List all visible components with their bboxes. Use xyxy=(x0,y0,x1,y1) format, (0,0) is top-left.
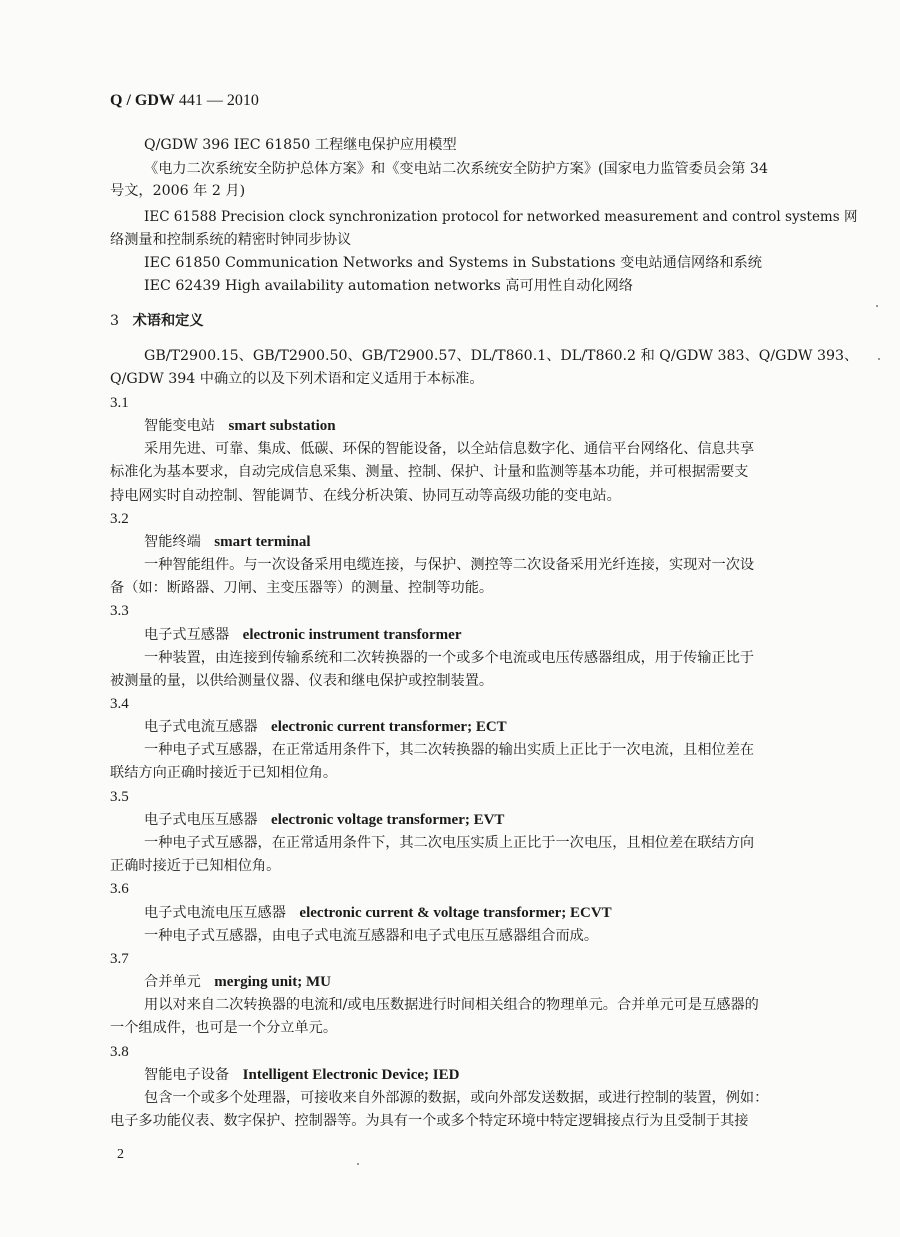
section-heading xyxy=(110,311,204,331)
term-cn: 电子式电流互感器 xyxy=(144,719,258,735)
term-def-line: 一种装置，由连接到传输系统和二次转换器的一个或多个电流或电压传感器组成，用于传输正比于 xyxy=(144,650,755,666)
ref-line: IEC 61850 Communication Networks and Systems in Substations 变电站通信网络和系统 xyxy=(144,255,762,271)
section-number: 3 xyxy=(110,313,120,329)
term-title xyxy=(144,903,612,923)
term-number: 3.1 xyxy=(110,395,129,411)
term-def-line: 一种电子式互感器，在正常适用条件下，其二次转换器的输出实质上正比于一次电流，且相位差在 xyxy=(144,742,755,758)
term-title xyxy=(144,972,331,992)
term-cn: 智能终端 xyxy=(144,534,201,550)
standard-header xyxy=(110,92,259,110)
term-cn: 智能电子设备 xyxy=(144,1067,230,1083)
term-def-line: 用以对来自二次转换器的电流和/或电压数据进行时间相关组合的物理单元。合并单元可是互感器的 xyxy=(144,997,759,1013)
term-cn: 电子式互感器 xyxy=(144,627,230,643)
scan-speck xyxy=(876,305,878,307)
ref-line: 《电力二次系统安全防护总体方案》和《变电站二次系统安全防护方案》(国家电力监管委员会第 34 xyxy=(144,161,768,177)
term-number: 3.7 xyxy=(110,951,129,967)
term-en: electronic voltage transformer; EVT xyxy=(271,812,505,828)
term-en: electronic current transformer; ECT xyxy=(271,719,507,735)
term-en: Intelligent Electronic Device; IED xyxy=(242,1067,460,1083)
term-def-line: 备（如：断路器、刀闸、主变压器等）的测量、控制等功能。 xyxy=(110,580,494,596)
term-def-line: 正确时接近于已知相位角。 xyxy=(110,858,281,874)
term-en: electronic instrument transformer xyxy=(242,627,462,643)
term-cn: 电子式电流电压互感器 xyxy=(144,905,286,921)
term-cn: 合并单元 xyxy=(144,974,201,990)
term-def-line: 一个组成件，也可是一个分立单元。 xyxy=(110,1020,338,1036)
intro-line: Q/GDW 394 中确立的以及下列术语和定义适用于本标准。 xyxy=(110,371,484,387)
scan-speck xyxy=(878,358,880,360)
term-def-line: 电子多功能仪表、数字保护、控制器等。为具有一个或多个特定环境中特定逻辑接点行为且受制于其接 xyxy=(110,1113,749,1129)
term-cn: 电子式电压互感器 xyxy=(144,812,258,828)
term-def-line: 被测量的量，以供给测量仪器、仪表和继电保护或控制装置。 xyxy=(110,673,494,689)
term-en: smart terminal xyxy=(214,534,311,550)
term-number: 3.8 xyxy=(110,1044,129,1060)
ref-line: 号文，2006 年 2 月) xyxy=(110,183,246,199)
term-def-line: 联结方向正确时接近于已知相位角。 xyxy=(110,765,338,781)
section-title: 术语和定义 xyxy=(132,313,204,329)
term-def-line: 包含一个或多个处理器，可接收来自外部源的数据，或向外部发送数据，或进行控制的装置，例如： xyxy=(144,1090,769,1106)
term-title xyxy=(144,717,507,737)
term-en: electronic current & voltage transformer; ECVT xyxy=(299,905,612,921)
term-number: 3.4 xyxy=(110,696,129,712)
ref-line: IEC 61588 Precision clock synchronization protocol for networked measurement and control systems 网 xyxy=(144,209,858,225)
ref-line: Q/GDW 396 IEC 61850 工程继电保护应用模型 xyxy=(144,137,457,153)
term-def-line: 一种智能组件。与一次设备采用电缆连接，与保护、测控等二次设备采用光纤连接，实现对一次设 xyxy=(144,557,755,573)
term-number: 3.6 xyxy=(110,881,129,897)
term-title xyxy=(144,625,462,645)
term-def-line: 采用先进、可靠、集成、低碳、环保的智能设备，以全站信息数字化、通信平台网络化、信息共享 xyxy=(144,441,755,457)
term-def-line: 一种电子式互感器，在正常适用条件下，其二次电压实质上正比于一次电压，且相位差在联结方向 xyxy=(144,835,755,851)
ref-line: 络测量和控制系统的精密时钟同步协议 xyxy=(110,232,352,248)
term-number: 3.3 xyxy=(110,603,129,619)
term-def-line: 标准化为基本要求，自动完成信息采集、测量、控制、保护、计量和监测等基本功能，并可根据需要支 xyxy=(110,464,749,480)
scan-speck xyxy=(357,1163,359,1165)
term-title xyxy=(144,416,336,436)
term-number: 3.2 xyxy=(110,511,129,527)
ref-line: IEC 62439 High availability automation networks 高可用性自动化网络 xyxy=(144,278,633,294)
term-cn: 智能变电站 xyxy=(144,418,215,434)
term-title xyxy=(144,1065,459,1085)
term-number: 3.5 xyxy=(110,789,129,805)
standard-prefix: Q / GDW xyxy=(110,92,175,109)
standard-number: 441 — 2010 xyxy=(178,92,259,109)
term-title xyxy=(144,532,311,552)
term-title xyxy=(144,810,504,830)
term-en: merging unit; MU xyxy=(214,974,331,990)
term-def-line: 一种电子式互感器，由电子式电流互感器和电子式电压互感器组合而成。 xyxy=(144,928,599,944)
intro-line: GB/T2900.15、GB/T2900.50、GB/T2900.57、DL/T860.1、DL/T860.2 和 Q/GDW 383、Q/GDW 393、 xyxy=(144,348,859,364)
term-def-line: 持电网实时自动控制、智能调节、在线分析决策、协同互动等高级功能的变电站。 xyxy=(110,488,621,504)
page-number: 2 xyxy=(117,1147,124,1162)
term-en: smart substation xyxy=(228,418,336,434)
